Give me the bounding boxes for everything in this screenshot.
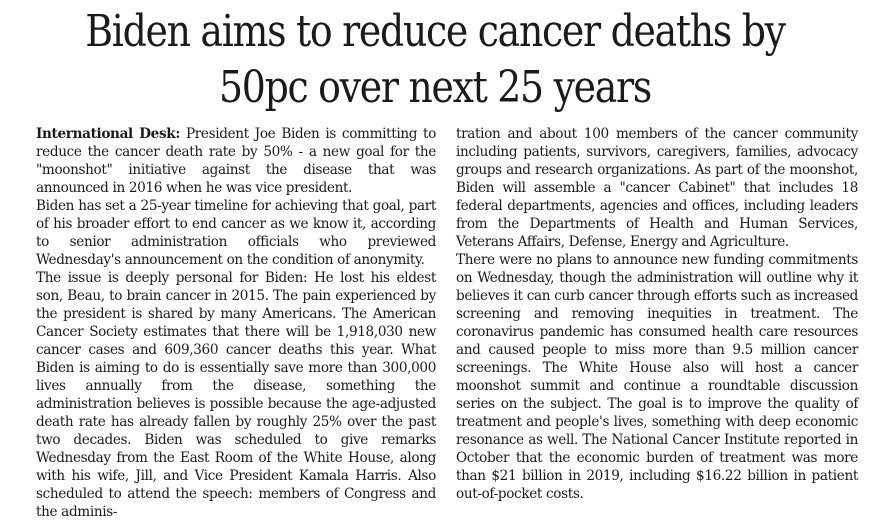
paragraph-2: Biden has set a 25-year timeline for achieving that goal, part of his broader effort to end cancer as we know it, according to senior administration officials who previewed Wednesday's announcement on the condition of anonymity.: [36, 198, 436, 268]
article-column-left: [36, 125, 436, 521]
article-column-right: [456, 125, 858, 503]
paragraph-5: There were no plans to announce new funding commitments on Wednesday, though the administration will outline why it believes it can curb cancer through efforts such as increased screening and removing inequities in treatment. The coronavirus pandemic has consumed health care resources and caused people to miss more than 9.5 million cancer screenings. The White House also will host a cancer moonshot summit and continue a roundtable discussion series on the subject. The goal is to improve the quality of treatment and people's lives, something with deep economic resonance as well. The National Cancer Institute reported in October that the economic burden of treatment was more than $21 billion in 2019, including $16.22 billion in patient out-of-pocket costs.: [456, 252, 858, 502]
paragraph-1: [36, 125, 436, 197]
headline-line-1: Biden aims to reduce cancer deaths by: [85, 6, 785, 57]
paragraph-4: tration and about 100 members of the cancer community including patients, survivors, caregivers, families, advocacy groups and research organizations. As part of the moonshot, Biden will assemble a "cancer Cabinet" that includes 18 federal departments, agencies and offices, including leaders from the Departments of Health and Human Services, Veterans Affairs, Defense, Energy and Agriculture.: [456, 126, 858, 250]
paragraph-3: The issue is deeply personal for Biden: He lost his eldest son, Beau, to brain cancer in 2015. The pain experienced by the president is shared by many Americans. The American Cancer Society estimates that there will be 1,918,030 new cancer cases and 609,360 cancer deaths this year. What Biden is aiming to do is essentially save more than 300,000 lives annually from the disease, something the administration believes is possible because the age-adjusted death rate has already fallen by roughly 25% over the past two decades. Biden was scheduled to give remarks Wednesday from the East Room of the White House, along with his wife, Jill, and Vice President Kamala Harris. Also scheduled to attend the speech: members of Congress and the adminis-: [36, 270, 436, 520]
headline-line-2: 50pc over next 25 years: [219, 62, 651, 113]
byline: International Desk:: [36, 126, 180, 142]
paragraph-1-text: President Joe Biden is committing to reduce the cancer death rate by 50% - a new goal for the "moonshot" initiative against the disease that was announced in 2016 when he was vice president.: [36, 126, 436, 196]
headline: [61, 4, 809, 116]
